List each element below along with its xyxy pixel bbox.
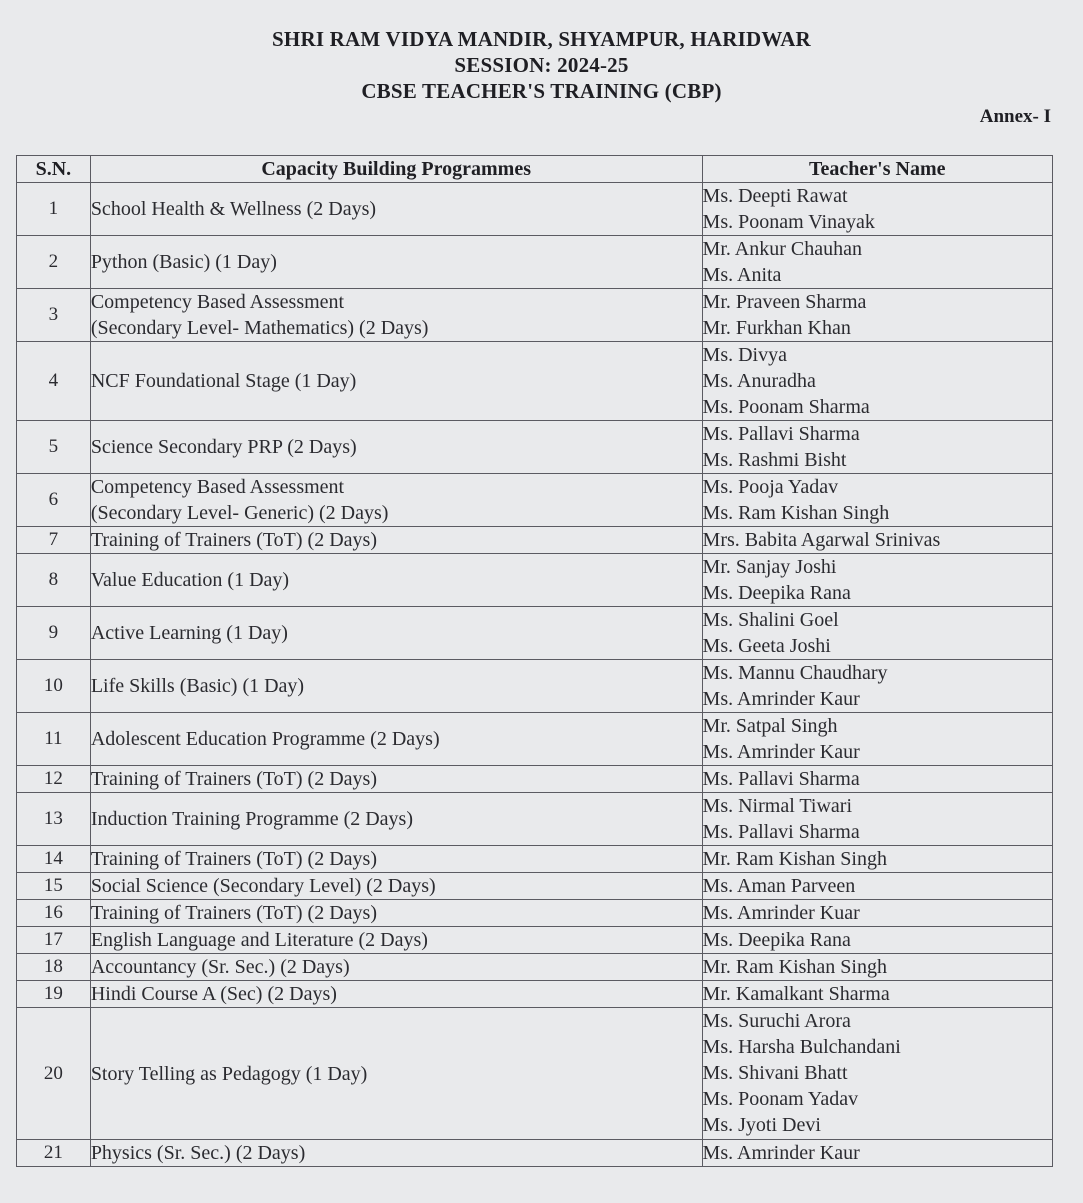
programme-line: Training of Trainers (ToT) (2 Days) — [90, 902, 377, 925]
row-programme — [90, 954, 702, 981]
programme-line: Life Skills (Basic) (1 Day) — [90, 675, 305, 698]
row-teachers — [702, 713, 1052, 766]
table-row — [17, 713, 1053, 766]
row-serial-number: 4 — [17, 342, 91, 421]
teacher-name: Ms. Amrinder Kaur — [702, 741, 860, 764]
programme-line: Value Education (1 Day) — [90, 569, 290, 592]
row-teachers — [702, 1008, 1052, 1140]
row-teachers — [702, 981, 1052, 1008]
row-teachers — [702, 766, 1052, 793]
programme-line: Competency Based Assessment — [90, 291, 345, 313]
programme-line: Accountancy (Sr. Sec.) (2 Days) — [90, 956, 350, 979]
row-serial-number: 8 — [17, 554, 91, 607]
programme-line: Python (Basic) (1 Day) — [90, 251, 277, 273]
row-serial-number: 14 — [17, 846, 91, 873]
table-row — [17, 793, 1053, 846]
teacher-name: Mr. Satpal Singh — [702, 715, 838, 738]
row-serial-number: 2 — [17, 236, 91, 289]
row-programme — [90, 981, 702, 1008]
programme-line: Story Telling as Pedagogy (1 Day) — [90, 1062, 368, 1085]
table-row — [17, 846, 1053, 873]
teacher-name: Ms. Mannu Chaudhary — [702, 662, 888, 685]
training-table — [16, 155, 1053, 1167]
row-serial-number: 10 — [17, 660, 91, 713]
row-serial-number: 5 — [17, 421, 91, 474]
row-programme — [90, 289, 702, 342]
teacher-name: Mr. Ram Kishan Singh — [702, 848, 887, 871]
row-serial-number: 15 — [17, 873, 91, 900]
row-serial-number: 7 — [17, 527, 91, 554]
teacher-name: Ms. Pallavi Sharma — [702, 768, 860, 791]
document-title: CBSE TEACHER'S TRAINING (CBP) — [361, 79, 722, 103]
table-row — [17, 873, 1053, 900]
teacher-name: Ms. Anuradha — [702, 370, 816, 392]
row-programme — [90, 183, 702, 236]
table-row — [17, 766, 1053, 793]
row-serial-number: 12 — [17, 766, 91, 793]
table-row — [17, 342, 1053, 421]
row-teachers — [702, 474, 1052, 527]
programme-line: (Secondary Level- Mathematics) (2 Days) — [90, 317, 429, 339]
teacher-name: Mr. Ram Kishan Singh — [702, 956, 887, 979]
teacher-name: Ms. Amrinder Kaur — [702, 1142, 860, 1165]
row-teachers — [702, 183, 1052, 236]
programme-line: School Health & Wellness (2 Days) — [90, 198, 377, 220]
row-serial-number: 3 — [17, 289, 91, 342]
row-serial-number: 21 — [17, 1140, 91, 1167]
row-programme — [90, 421, 702, 474]
row-programme — [90, 1140, 702, 1167]
row-teachers — [702, 607, 1052, 660]
row-teachers — [702, 873, 1052, 900]
row-teachers — [702, 954, 1052, 981]
row-teachers — [702, 927, 1052, 954]
table-row — [17, 1140, 1053, 1167]
table-row — [17, 554, 1053, 607]
programme-line: NCF Foundational Stage (1 Day) — [90, 370, 357, 393]
row-programme — [90, 554, 702, 607]
programme-line: Training of Trainers (ToT) (2 Days) — [90, 848, 377, 871]
teacher-name: Ms. Poonam Sharma — [702, 396, 870, 418]
row-serial-number: 6 — [17, 474, 91, 527]
row-serial-number: 16 — [17, 900, 91, 927]
teacher-name: Ms. Harsha Bulchandani — [702, 1036, 901, 1059]
teacher-name: Ms. Anita — [702, 264, 782, 286]
teacher-name: Mr. Praveen Sharma — [702, 291, 867, 313]
table-body — [17, 183, 1053, 1167]
session-label: SESSION: 2024-25 — [454, 53, 629, 77]
column-header-sn: S.N. — [17, 156, 91, 183]
row-programme — [90, 342, 702, 421]
column-header-teacher: Teacher's Name — [702, 156, 1052, 183]
row-serial-number: 18 — [17, 954, 91, 981]
teacher-name: Ms. Suruchi Arora — [702, 1010, 851, 1033]
row-programme — [90, 927, 702, 954]
row-programme — [90, 900, 702, 927]
row-programme — [90, 474, 702, 527]
row-teachers — [702, 554, 1052, 607]
row-programme — [90, 766, 702, 793]
table-row — [17, 421, 1053, 474]
programme-line: Active Learning (1 Day) — [90, 622, 288, 645]
table-row — [17, 236, 1053, 289]
programme-line: Adolescent Education Programme (2 Days) — [90, 728, 440, 751]
row-teachers — [702, 846, 1052, 873]
teacher-name: Mr. Kamalkant Sharma — [702, 983, 890, 1006]
programme-line: Training of Trainers (ToT) (2 Days) — [90, 529, 377, 552]
row-teachers — [702, 289, 1052, 342]
teacher-name: Ms. Pallavi Sharma — [702, 423, 860, 446]
row-teachers — [702, 900, 1052, 927]
teacher-name: Ms. Amrinder Kuar — [702, 902, 860, 925]
table-row — [17, 1008, 1053, 1140]
row-teachers — [702, 421, 1052, 474]
row-serial-number: 1 — [17, 183, 91, 236]
teacher-name: Ms. Shivani Bhatt — [702, 1062, 848, 1085]
row-programme — [90, 607, 702, 660]
teacher-name: Ms. Divya — [702, 344, 787, 366]
row-serial-number: 20 — [17, 1008, 91, 1140]
row-teachers — [702, 527, 1052, 554]
table-row — [17, 289, 1053, 342]
row-teachers — [702, 342, 1052, 421]
teacher-name: Ms. Pallavi Sharma — [702, 821, 860, 844]
row-programme — [90, 236, 702, 289]
table-row — [17, 527, 1053, 554]
teacher-name: Ms. Geeta Joshi — [702, 635, 831, 658]
school-name: SHRI RAM VIDYA MANDIR, SHYAMPUR, HARIDWAR — [272, 27, 811, 51]
table-row — [17, 954, 1053, 981]
row-serial-number: 9 — [17, 607, 91, 660]
programme-line: Physics (Sr. Sec.) (2 Days) — [90, 1142, 306, 1165]
row-programme — [90, 846, 702, 873]
row-programme — [90, 1008, 702, 1140]
table-row — [17, 660, 1053, 713]
teacher-name: Ms. Jyoti Devi — [702, 1114, 821, 1137]
table-row — [17, 927, 1053, 954]
row-programme — [90, 873, 702, 900]
row-serial-number: 11 — [17, 713, 91, 766]
teacher-name: Ms. Ram Kishan Singh — [702, 502, 890, 525]
programme-line: English Language and Literature (2 Days) — [90, 929, 428, 952]
programme-line: Hindi Course A (Sec) (2 Days) — [90, 983, 337, 1006]
teacher-name: Ms. Pooja Yadav — [702, 476, 839, 499]
row-teachers — [702, 793, 1052, 846]
programme-line: Competency Based Assessment — [90, 476, 345, 499]
teacher-name: Ms. Deepti Rawat — [702, 185, 848, 207]
teacher-name: Ms. Shalini Goel — [702, 609, 839, 632]
programme-line: Training of Trainers (ToT) (2 Days) — [90, 768, 377, 791]
teacher-name: Ms. Aman Parveen — [702, 875, 856, 898]
document-header — [0, 26, 1083, 104]
teacher-name: Mr. Sanjay Joshi — [702, 556, 837, 579]
table-row — [17, 607, 1053, 660]
row-programme — [90, 660, 702, 713]
programme-line: (Secondary Level- Generic) (2 Days) — [90, 502, 389, 525]
row-teachers — [702, 1140, 1052, 1167]
teacher-name: Ms. Nirmal Tiwari — [702, 795, 852, 818]
teacher-name: Mr. Ankur Chauhan — [702, 238, 862, 260]
table-row — [17, 183, 1053, 236]
table-row — [17, 474, 1053, 527]
teacher-name: Ms. Amrinder Kaur — [702, 688, 860, 711]
row-teachers — [702, 236, 1052, 289]
teacher-name: Mr. Furkhan Khan — [702, 317, 851, 339]
row-programme — [90, 793, 702, 846]
teacher-name: Ms. Poonam Vinayak — [702, 211, 875, 233]
programme-line: Induction Training Programme (2 Days) — [90, 808, 413, 831]
programme-line: Social Science (Secondary Level) (2 Days) — [90, 875, 436, 898]
column-header-programme: Capacity Building Programmes — [90, 156, 702, 183]
programme-line: Science Secondary PRP (2 Days) — [90, 436, 357, 459]
teacher-name: Ms. Deepika Rana — [702, 582, 851, 605]
table-row — [17, 900, 1053, 927]
table-header-row — [17, 156, 1053, 183]
teacher-name: Mrs. Babita Agarwal Srinivas — [702, 529, 941, 552]
teacher-name: Ms. Poonam Yadav — [702, 1088, 859, 1111]
row-programme — [90, 527, 702, 554]
row-serial-number: 19 — [17, 981, 91, 1008]
row-serial-number: 13 — [17, 793, 91, 846]
annex-label: Annex- I — [979, 106, 1051, 127]
row-programme — [90, 713, 702, 766]
teacher-name: Ms. Deepika Rana — [702, 929, 851, 952]
row-serial-number: 17 — [17, 927, 91, 954]
teacher-name: Ms. Rashmi Bisht — [702, 449, 847, 472]
table-row — [17, 981, 1053, 1008]
row-teachers — [702, 660, 1052, 713]
